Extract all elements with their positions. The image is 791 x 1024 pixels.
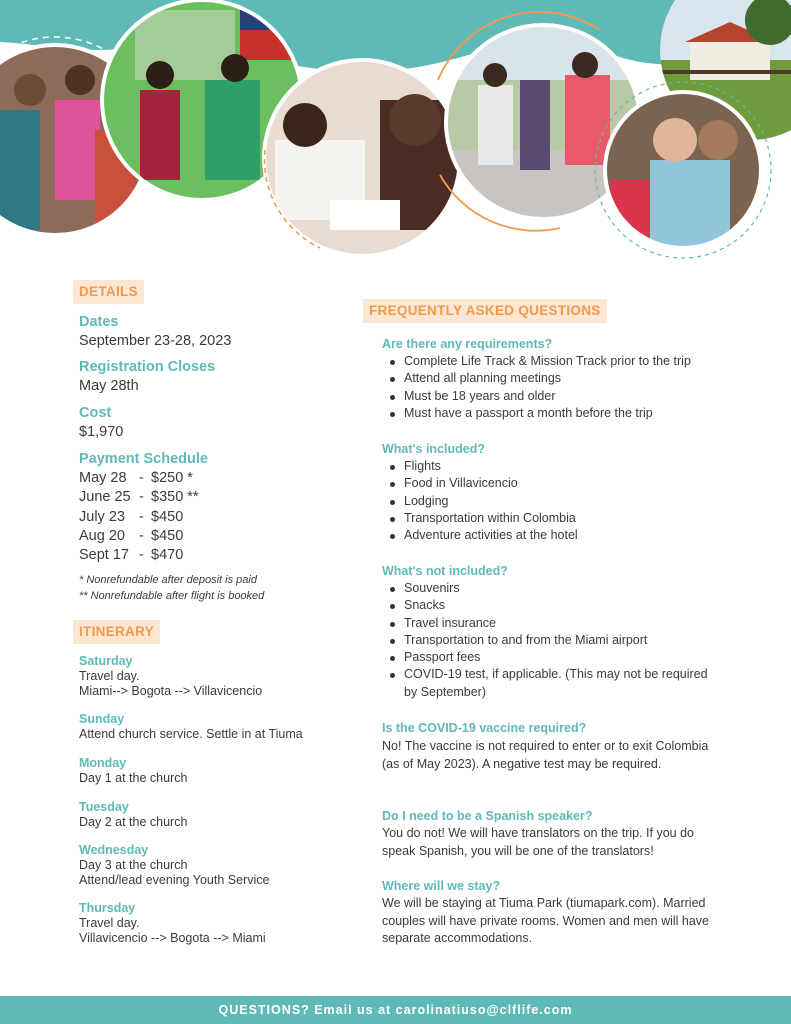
list-item: Adventure activities at the hotel <box>386 527 731 544</box>
list-item: Transportation to and from the Miami airport <box>386 632 721 649</box>
footer-contact-text[interactable]: QUESTIONS? Email us at carolinatiuso@clflife.com <box>218 1003 573 1017</box>
list-item: Transportation within Colombia <box>386 510 731 527</box>
itinerary-line: Attend church service. Settle in at Tiuma <box>79 727 303 741</box>
payment-row: May 28 - $250 * <box>79 470 193 486</box>
payment-amount: $350 ** <box>151 489 199 505</box>
faq-answer-stay: We will be staying at Tiuma Park (tiumapark.com). Married couples will have private rooms. Women and men will have separate accommodations. <box>382 896 710 945</box>
faq-section-label: FREQUENTLY ASKED QUESTIONS <box>363 299 607 323</box>
payment-date: Aug 20 <box>79 528 125 544</box>
itinerary-day: Sunday <box>79 712 125 726</box>
cost-value: $1,970 <box>79 424 124 440</box>
list-item: Must have a passport a month before the trip <box>386 405 731 422</box>
payment-amount: $470 <box>151 547 184 563</box>
dates-value: September 23-28, 2023 <box>79 333 232 349</box>
faq-answer-spanish: You do not! We will have translators on the trip. If you do speak Spanish, you will be one of the translators! <box>382 826 694 858</box>
list-item: Passport fees <box>386 649 721 666</box>
itinerary-day: Monday <box>79 756 127 770</box>
faq-question-spanish: Do I need to be a Spanish speaker? <box>382 809 593 823</box>
details-section-label: DETAILS <box>73 280 144 304</box>
itinerary-day: Wednesday <box>79 843 149 857</box>
payment-row: June 25 - $350 ** <box>79 489 199 505</box>
list-item: Snacks <box>386 597 721 614</box>
requirements-list <box>386 353 731 422</box>
dates-heading: Dates <box>79 314 119 330</box>
list-item: Food in Villavicencio <box>386 475 731 492</box>
cost-heading: Cost <box>79 405 112 421</box>
itinerary-line: Travel day. <box>79 669 140 683</box>
payment-amount: $450 <box>151 528 184 544</box>
faq-question-stay: Where will we stay? <box>382 879 501 893</box>
payment-date: Sept 17 <box>79 547 129 563</box>
itinerary-line: Miami--> Bogota --> Villavicencio <box>79 684 263 698</box>
list-item: Must be 18 years and older <box>386 388 731 405</box>
flight-note: ** Nonrefundable after flight is booked <box>79 590 265 602</box>
deposit-note: * Nonrefundable after deposit is paid <box>79 574 257 586</box>
list-item: Attend all planning meetings <box>386 370 731 387</box>
itinerary-line: Day 2 at the church <box>79 815 188 829</box>
registration-heading: Registration Closes <box>79 359 216 375</box>
faq-question-requirements: Are there any requirements? <box>382 337 553 351</box>
faq-question-vaccine: Is the COVID-19 vaccine required? <box>382 721 587 735</box>
faq-question-not-included: What's not included? <box>382 564 508 578</box>
list-item: Lodging <box>386 493 731 510</box>
payment-date: June 25 <box>79 489 131 505</box>
itinerary-day: Saturday <box>79 654 133 668</box>
itinerary-line: Day 1 at the church <box>79 771 188 785</box>
list-item: Travel insurance <box>386 615 721 632</box>
not-included-list <box>386 580 721 701</box>
itinerary-day: Tuesday <box>79 800 129 814</box>
list-item: Flights <box>386 458 731 475</box>
payment-date: May 28 <box>79 470 127 486</box>
payment-row: Sept 17 - $470 <box>79 547 184 563</box>
registration-value: May 28th <box>79 378 139 394</box>
list-item: Souvenirs <box>386 580 721 597</box>
itinerary-section-label: ITINERARY <box>73 620 160 644</box>
list-item: Complete Life Track & Mission Track prior to the trip <box>386 353 731 370</box>
itinerary-line: Day 3 at the church <box>79 858 188 872</box>
itinerary-line: Attend/lead evening Youth Service <box>79 873 270 887</box>
payment-amount: $450 <box>151 509 184 525</box>
faq-answer-vaccine: No! The vaccine is not required to enter or to exit Colombia (as of May 2023). A negative test may be required. <box>382 739 709 771</box>
header-photo-collage <box>0 0 791 260</box>
payment-date: July 23 <box>79 509 125 525</box>
payment-amount: $250 * <box>151 470 193 486</box>
itinerary-day: Thursday <box>79 901 136 915</box>
itinerary-line: Villavicencio --> Bogota --> Miami <box>79 931 266 945</box>
list-item: COVID-19 test, if applicable. (This may not be required by September) <box>386 666 721 701</box>
payment-row: July 23 - $450 <box>79 509 184 525</box>
included-list <box>386 458 731 544</box>
payment-heading: Payment Schedule <box>79 451 208 467</box>
itinerary-line: Travel day. <box>79 916 140 930</box>
faq-question-included: What's included? <box>382 442 485 456</box>
payment-row: Aug 20 - $450 <box>79 528 184 544</box>
